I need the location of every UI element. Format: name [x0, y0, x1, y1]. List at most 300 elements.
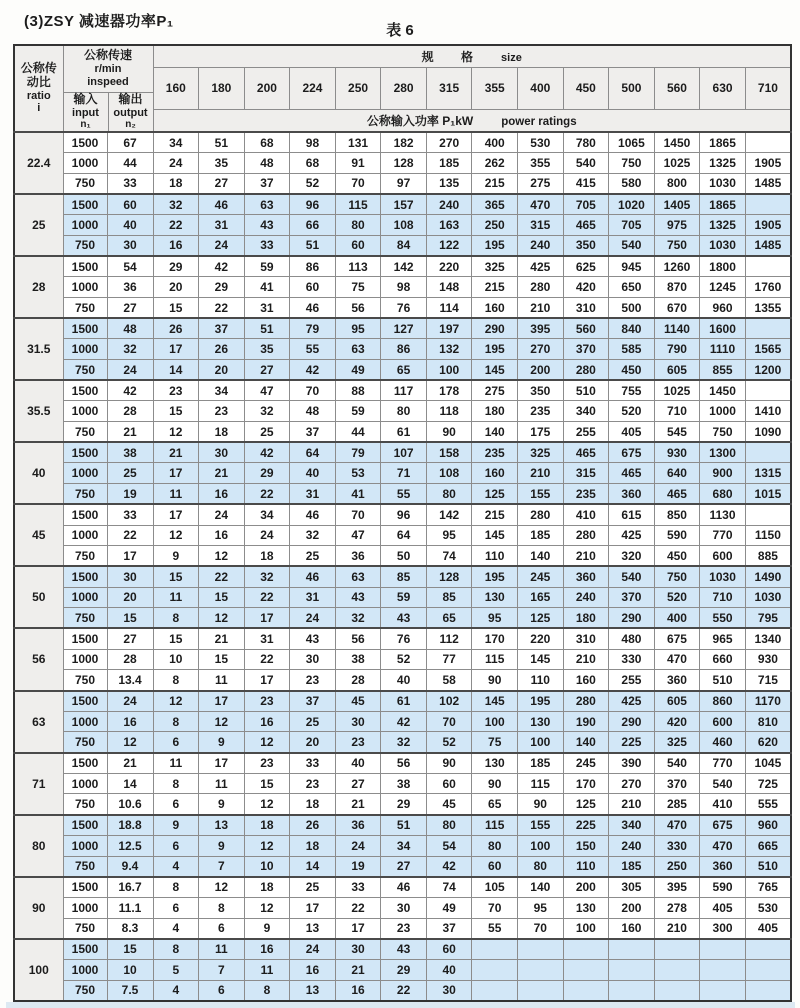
power-cell: 1130	[700, 504, 746, 525]
output-speed-cell: 18.8	[107, 815, 153, 836]
power-cell: 215	[472, 277, 518, 298]
power-cell: 8	[153, 711, 199, 732]
power-cell: 300	[700, 918, 746, 939]
power-cell: 96	[381, 504, 427, 525]
power-cell: 278	[654, 897, 700, 918]
power-cell: 185	[518, 753, 564, 774]
power-cell: 405	[700, 897, 746, 918]
power-cell: 255	[563, 422, 609, 443]
power-cell: 16	[199, 484, 245, 505]
power-cell	[472, 939, 518, 960]
power-cell: 90	[472, 773, 518, 794]
table-row	[14, 877, 791, 898]
power-cell: 190	[563, 711, 609, 732]
power-cell: 710	[654, 401, 700, 422]
power-cell: 185	[518, 525, 564, 546]
power-cell: 158	[426, 442, 472, 463]
power-cell: 86	[290, 256, 336, 277]
power-cell: 1065	[609, 132, 655, 153]
power-cell: 145	[472, 525, 518, 546]
power-cell: 620	[745, 732, 791, 753]
power-cell: 70	[290, 380, 336, 401]
power-cell: 32	[244, 401, 290, 422]
power-cell: 395	[518, 318, 564, 339]
power-cell: 460	[700, 732, 746, 753]
power-cell: 102	[426, 691, 472, 712]
power-cell: 108	[426, 463, 472, 484]
power-cell: 290	[609, 608, 655, 629]
page-bottom-strip	[6, 1002, 795, 1008]
power-cell: 43	[290, 628, 336, 649]
power-cell: 1865	[700, 132, 746, 153]
power-cell: 960	[745, 815, 791, 836]
power-cell: 113	[335, 256, 381, 277]
power-cell: 550	[700, 608, 746, 629]
power-cell: 163	[426, 215, 472, 236]
output-speed-cell: 16.7	[107, 877, 153, 898]
size-column-header: 280	[381, 67, 427, 109]
input-speed-cell: 750	[63, 360, 107, 381]
power-cell: 1020	[609, 194, 655, 215]
power-cell: 74	[426, 546, 472, 567]
size-column-header: 200	[244, 67, 290, 109]
table-row	[14, 484, 791, 505]
power-cell: 960	[700, 297, 746, 318]
power-cell: 22	[244, 587, 290, 608]
power-cell: 245	[518, 566, 564, 587]
input-speed-cell: 1000	[63, 587, 107, 608]
output-speed-cell: 67	[107, 132, 153, 153]
power-cell: 465	[609, 463, 655, 484]
power-cell: 170	[563, 773, 609, 794]
size-column-header: 560	[654, 67, 700, 109]
output-speed-cell: 10	[107, 959, 153, 980]
power-cell: 20	[199, 360, 245, 381]
power-cell: 360	[654, 670, 700, 691]
power-cell: 165	[518, 587, 564, 608]
power-cell	[745, 939, 791, 960]
power-cell: 780	[563, 132, 609, 153]
table-row	[14, 422, 791, 443]
input-speed-cell: 1500	[63, 753, 107, 774]
power-cell: 15	[199, 587, 245, 608]
power-cell: 38	[335, 649, 381, 670]
power-cell: 400	[472, 132, 518, 153]
power-cell	[518, 959, 564, 980]
power-cell: 540	[654, 753, 700, 774]
power-cell: 500	[609, 297, 655, 318]
power-cell: 540	[609, 566, 655, 587]
power-cell: 43	[335, 587, 381, 608]
power-cell: 31	[290, 587, 336, 608]
power-cell: 80	[426, 484, 472, 505]
power-cell: 520	[654, 587, 700, 608]
power-cell: 235	[518, 401, 564, 422]
power-cell: 410	[700, 794, 746, 815]
power-cell: 1340	[745, 628, 791, 649]
power-cell: 510	[700, 670, 746, 691]
power-cell: 395	[654, 877, 700, 898]
power-cell: 95	[518, 897, 564, 918]
power-cell: 42	[381, 711, 427, 732]
power-cell: 650	[609, 277, 655, 298]
power-cell: 8	[153, 939, 199, 960]
power-cell: 800	[654, 173, 700, 194]
power-cell: 130	[472, 753, 518, 774]
input-speed-cell: 1000	[63, 835, 107, 856]
table-row	[14, 401, 791, 422]
power-cell: 705	[609, 215, 655, 236]
power-cell: 22	[199, 297, 245, 318]
power-cell: 80	[472, 835, 518, 856]
power-cell: 51	[244, 318, 290, 339]
power-cell: 12	[199, 877, 245, 898]
power-cell: 1325	[700, 215, 746, 236]
power-cell: 605	[654, 360, 700, 381]
power-cell: 125	[472, 484, 518, 505]
power-cell: 95	[426, 525, 472, 546]
power-cell: 12	[199, 546, 245, 567]
power-cell: 96	[290, 194, 336, 215]
power-cell: 60	[290, 277, 336, 298]
power-cell: 140	[518, 877, 564, 898]
output-speed-cell: 10.6	[107, 794, 153, 815]
power-cell: 79	[335, 442, 381, 463]
power-cell: 12	[244, 732, 290, 753]
power-cell: 55	[381, 484, 427, 505]
power-cell: 360	[563, 566, 609, 587]
power-cell: 60	[335, 235, 381, 256]
power-cell	[609, 939, 655, 960]
power-cell: 1315	[745, 463, 791, 484]
power-cell: 965	[700, 628, 746, 649]
power-cell: 130	[518, 711, 564, 732]
power-cell: 22	[199, 566, 245, 587]
power-cell: 280	[518, 277, 564, 298]
power-cell: 47	[335, 525, 381, 546]
power-cell: 142	[381, 256, 427, 277]
output-speed-header	[108, 93, 153, 131]
output-speed-cell: 33	[107, 173, 153, 194]
power-cell: 30	[381, 897, 427, 918]
power-cell: 1025	[654, 153, 700, 174]
power-cell: 13	[290, 918, 336, 939]
power-cell: 9	[199, 732, 245, 753]
power-cell: 75	[335, 277, 381, 298]
power-cell: 1490	[745, 566, 791, 587]
power-cell: 220	[426, 256, 472, 277]
power-cell: 37	[426, 918, 472, 939]
table-row	[14, 380, 791, 401]
input-speed-cell: 750	[63, 670, 107, 691]
input-speed-cell: 1500	[63, 504, 107, 525]
power-cell: 24	[290, 608, 336, 629]
power-cell: 160	[609, 918, 655, 939]
power-cell: 365	[472, 194, 518, 215]
power-cell: 66	[290, 215, 336, 236]
power-cell: 11	[153, 587, 199, 608]
input-speed-cell: 750	[63, 794, 107, 815]
power-cell: 13	[290, 980, 336, 1001]
power-cell: 100	[472, 711, 518, 732]
power-cell: 290	[609, 711, 655, 732]
power-cell: 71	[381, 463, 427, 484]
power-cell	[563, 939, 609, 960]
power-cell: 210	[609, 794, 655, 815]
table-row	[14, 215, 791, 236]
power-cell: 51	[199, 132, 245, 153]
input-speed-cell: 1500	[63, 194, 107, 215]
input-speed-cell: 750	[63, 297, 107, 318]
table-row	[14, 504, 791, 525]
input-speed-cell: 750	[63, 484, 107, 505]
power-cell	[745, 194, 791, 215]
ratio-cell: 56	[14, 628, 63, 690]
power-cell: 790	[654, 339, 700, 360]
power-cell: 31	[199, 215, 245, 236]
header-row-top	[14, 45, 791, 67]
power-cell: 1110	[700, 339, 746, 360]
power-cell: 415	[563, 173, 609, 194]
power-cell: 44	[335, 422, 381, 443]
power-cell: 195	[518, 691, 564, 712]
power-cell: 6	[153, 794, 199, 815]
table-row	[14, 670, 791, 691]
power-cell: 195	[472, 566, 518, 587]
table-row	[14, 235, 791, 256]
power-cell: 1140	[654, 318, 700, 339]
output-speed-cell: 15	[107, 608, 153, 629]
power-cell: 675	[654, 628, 700, 649]
power-cell: 46	[381, 877, 427, 898]
power-cell: 240	[426, 194, 472, 215]
power-cell: 1450	[700, 380, 746, 401]
output-header-en: output	[113, 106, 148, 119]
power-cell: 17	[244, 670, 290, 691]
output-speed-cell: 21	[107, 422, 153, 443]
input-speed-cell: 750	[63, 856, 107, 877]
table-row	[14, 939, 791, 960]
power-cell: 675	[700, 815, 746, 836]
power-cell: 23	[335, 732, 381, 753]
input-speed-cell: 1000	[63, 711, 107, 732]
power-cell	[654, 980, 700, 1001]
power-cell: 21	[335, 959, 381, 980]
power-cell: 24	[335, 835, 381, 856]
power-cell: 580	[609, 173, 655, 194]
power-cell: 400	[654, 608, 700, 629]
power-cell: 60	[472, 856, 518, 877]
power-cell: 64	[381, 525, 427, 546]
power-cell	[745, 959, 791, 980]
table-row	[14, 649, 791, 670]
power-cell: 79	[290, 318, 336, 339]
power-cell: 590	[700, 877, 746, 898]
power-cell: 9	[244, 918, 290, 939]
power-cell: 53	[335, 463, 381, 484]
output-speed-cell: 44	[107, 153, 153, 174]
power-cell: 27	[244, 360, 290, 381]
speed-column-header	[63, 45, 153, 132]
speed-header-en: inspeed	[87, 75, 129, 88]
power-cell: 30	[426, 980, 472, 1001]
power-cell: 85	[381, 566, 427, 587]
input-speed-cell: 1000	[63, 339, 107, 360]
power-cell: 275	[518, 173, 564, 194]
power-cell: 590	[654, 525, 700, 546]
speed-header-unit: r/min	[94, 63, 122, 76]
power-cell: 110	[518, 670, 564, 691]
power-cell: 85	[426, 587, 472, 608]
power-cell: 1450	[654, 132, 700, 153]
output-speed-cell: 48	[107, 318, 153, 339]
power-cell: 17	[244, 608, 290, 629]
power-cell: 48	[244, 153, 290, 174]
power-cell: 26	[199, 339, 245, 360]
output-speed-cell: 17	[107, 546, 153, 567]
power-cell: 29	[381, 959, 427, 980]
size-column-header: 630	[700, 67, 746, 109]
power-cell: 131	[335, 132, 381, 153]
power-cell: 9	[199, 794, 245, 815]
power-cell: 77	[426, 649, 472, 670]
power-cell: 33	[335, 877, 381, 898]
power-cell: 18	[290, 835, 336, 856]
power-cell: 315	[518, 215, 564, 236]
power-cell: 225	[609, 732, 655, 753]
table-row	[14, 732, 791, 753]
power-cell	[745, 318, 791, 339]
power-cell: 6	[199, 980, 245, 1001]
power-cell: 130	[472, 587, 518, 608]
input-speed-cell: 1500	[63, 877, 107, 898]
power-cell: 60	[426, 773, 472, 794]
power-cell: 23	[290, 773, 336, 794]
power-cell: 200	[609, 897, 655, 918]
power-cell: 75	[472, 732, 518, 753]
power-cell: 715	[745, 670, 791, 691]
power-cell: 185	[609, 856, 655, 877]
power-cell: 70	[335, 504, 381, 525]
power-cell: 97	[381, 173, 427, 194]
power-cell: 770	[700, 753, 746, 774]
output-header-symbol: n₂	[125, 119, 136, 131]
power-cell: 55	[290, 339, 336, 360]
power-cell: 145	[472, 691, 518, 712]
power-cell: 24	[290, 939, 336, 960]
power-cell: 115	[335, 194, 381, 215]
power-cell: 245	[563, 753, 609, 774]
power-cell: 450	[654, 546, 700, 567]
power-cell: 17	[153, 463, 199, 484]
power-cell: 117	[381, 380, 427, 401]
input-speed-cell: 1000	[63, 401, 107, 422]
table-row	[14, 959, 791, 980]
power-cell: 16	[199, 525, 245, 546]
output-speed-cell: 14	[107, 773, 153, 794]
power-cell: 32	[381, 732, 427, 753]
power-cell: 61	[381, 691, 427, 712]
power-cell: 6	[199, 918, 245, 939]
power-cell: 520	[609, 401, 655, 422]
power-cell: 135	[426, 173, 472, 194]
table-row	[14, 442, 791, 463]
power-cell: 160	[472, 297, 518, 318]
table-row	[14, 153, 791, 174]
power-cell: 107	[381, 442, 427, 463]
power-cell: 560	[563, 318, 609, 339]
power-cell: 1800	[700, 256, 746, 277]
table-row	[14, 711, 791, 732]
power-cell: 23	[153, 380, 199, 401]
power-cell: 340	[563, 401, 609, 422]
power-cell: 605	[654, 691, 700, 712]
power-cell	[745, 442, 791, 463]
power-cell: 27	[199, 173, 245, 194]
power-cell: 70	[426, 711, 472, 732]
power-cell: 98	[381, 277, 427, 298]
table-row	[14, 753, 791, 774]
output-speed-cell: 11.1	[107, 897, 153, 918]
power-cell: 13	[199, 815, 245, 836]
power-cell: 52	[426, 732, 472, 753]
power-cell: 305	[609, 877, 655, 898]
power-cell: 22	[381, 980, 427, 1001]
power-cell: 160	[563, 670, 609, 691]
power-cell: 115	[472, 815, 518, 836]
table-row	[14, 608, 791, 629]
power-cell: 1410	[745, 401, 791, 422]
power-cell: 1030	[745, 587, 791, 608]
table-row	[14, 918, 791, 939]
power-cell: 155	[518, 484, 564, 505]
power-cell: 480	[609, 628, 655, 649]
power-cell: 390	[609, 753, 655, 774]
input-speed-cell: 1000	[63, 649, 107, 670]
power-cell: 90	[426, 753, 472, 774]
power-cell: 280	[563, 360, 609, 381]
power-cell: 175	[518, 422, 564, 443]
power-cell: 100	[518, 732, 564, 753]
table-row	[14, 856, 791, 877]
power-cell: 255	[609, 670, 655, 691]
size-column-header: 160	[153, 67, 199, 109]
power-cell: 100	[426, 360, 472, 381]
input-speed-cell: 1000	[63, 525, 107, 546]
power-cell: 12	[153, 422, 199, 443]
ratio-cell: 90	[14, 877, 63, 939]
power-cell: 210	[654, 918, 700, 939]
power-cell: 680	[700, 484, 746, 505]
power-cell: 145	[472, 360, 518, 381]
output-speed-cell: 25	[107, 463, 153, 484]
power-cell	[745, 380, 791, 401]
power-cell: 530	[745, 897, 791, 918]
power-cell: 46	[290, 504, 336, 525]
input-speed-cell: 1000	[63, 215, 107, 236]
power-cell: 63	[244, 194, 290, 215]
power-cell: 15	[153, 401, 199, 422]
table-row	[14, 628, 791, 649]
power-cell	[654, 959, 700, 980]
power-cell: 200	[563, 877, 609, 898]
power-cell: 63	[335, 339, 381, 360]
power-cell: 36	[335, 546, 381, 567]
power-cell: 235	[472, 442, 518, 463]
power-cell: 30	[290, 649, 336, 670]
table-row	[14, 691, 791, 712]
ratio-cell: 22.4	[14, 132, 63, 194]
